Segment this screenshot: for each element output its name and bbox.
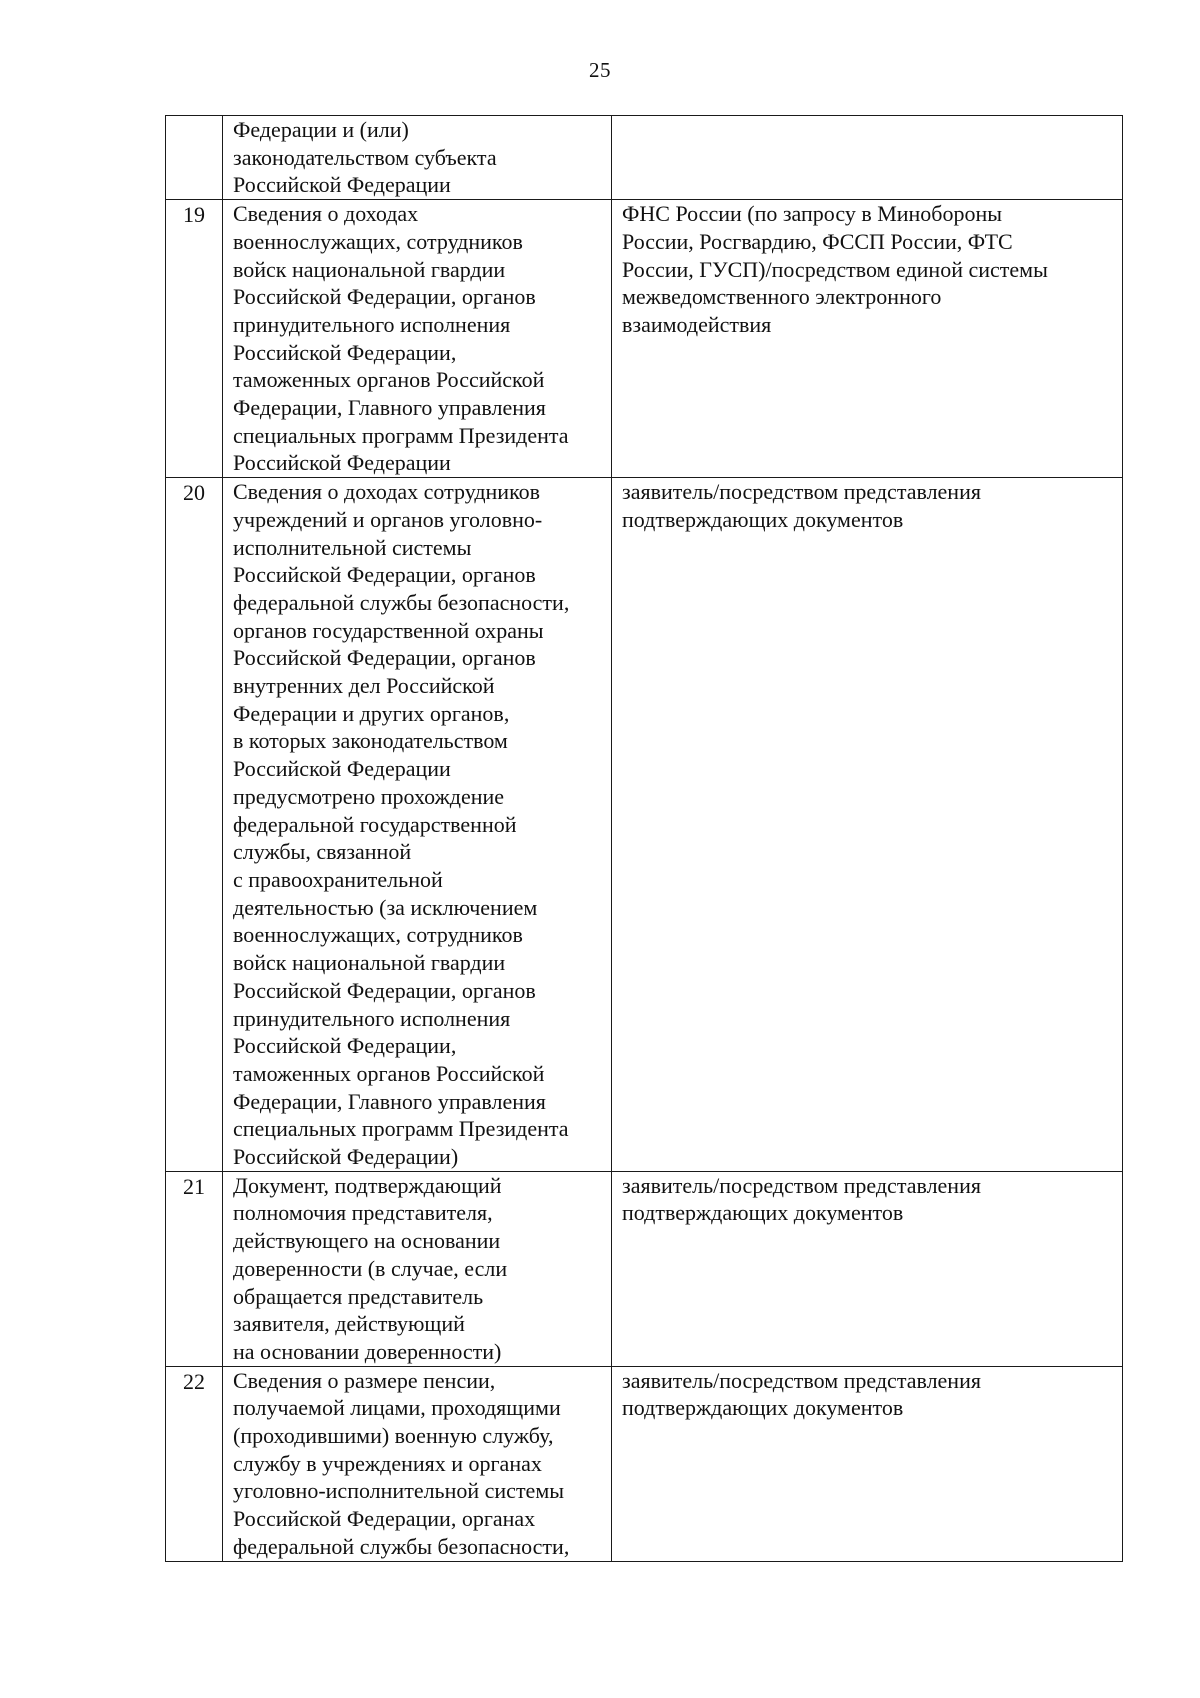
document-source: заявитель/посредством представления подтверждающих документов xyxy=(612,1171,1123,1366)
document-description: Сведения о размере пенсии, получаемой лицами, проходящими (проходившими) военную службу, службу в учреждениях и органах уголовно-исполнительной системы Российской Федерации, органах федеральной службы безопасности, xyxy=(223,1366,612,1561)
table-row xyxy=(166,200,1123,478)
table-row xyxy=(166,478,1123,1172)
table-row xyxy=(166,1171,1123,1366)
row-number: 20 xyxy=(166,478,223,1172)
document-description: Документ, подтверждающий полномочия представителя, действующего на основании доверенности (в случае, если обращается представитель заявителя, действующий на основании доверенности) xyxy=(223,1171,612,1366)
document-description: Сведения о доходах военнослужащих, сотрудников войск национальной гвардии Российской Федерации, органов принудительного исполнения Российской Федерации, таможенных органов Российской Федерации, Главного управления специальных программ Президента Российской Федерации xyxy=(223,200,612,478)
document-source xyxy=(612,116,1123,200)
documents-table xyxy=(165,115,1123,1562)
table-row xyxy=(166,1366,1123,1561)
table-row xyxy=(166,116,1123,200)
document-source: заявитель/посредством представления подтверждающих документов xyxy=(612,1366,1123,1561)
document-description: Федерации и (или) законодательством субъекта Российской Федерации xyxy=(223,116,612,200)
page-number: 25 xyxy=(589,58,611,82)
row-number: 22 xyxy=(166,1366,223,1561)
document-description: Сведения о доходах сотрудников учреждений и органов уголовно- исполнительной системы Российской Федерации, органов федеральной службы безопасности, органов государственной охраны Российской Федерации, органов внутренних дел Российской Федерации и других органов, в которых законодательством Российской Федерации предусмотрено прохождение федеральной государственной службы, связанной с правоохранительной деятельностью (за исключением военнослужащих, сотрудников войск национальной гвардии Российской Федерации, органов принудительного исполнения Российской Федерации, таможенных органов Российской Федерации, Главного управления специальных программ Президента Российской Федерации) xyxy=(223,478,612,1172)
row-number: 21 xyxy=(166,1171,223,1366)
row-number: 19 xyxy=(166,200,223,478)
document-source: ФНС России (по запросу в Минобороны России, Росгвардию, ФССП России, ФТС России, ГУСП)/посредством единой системы межведомственного электронного взаимодействия xyxy=(612,200,1123,478)
row-number xyxy=(166,116,223,200)
document-source: заявитель/посредством представления подтверждающих документов xyxy=(612,478,1123,1172)
